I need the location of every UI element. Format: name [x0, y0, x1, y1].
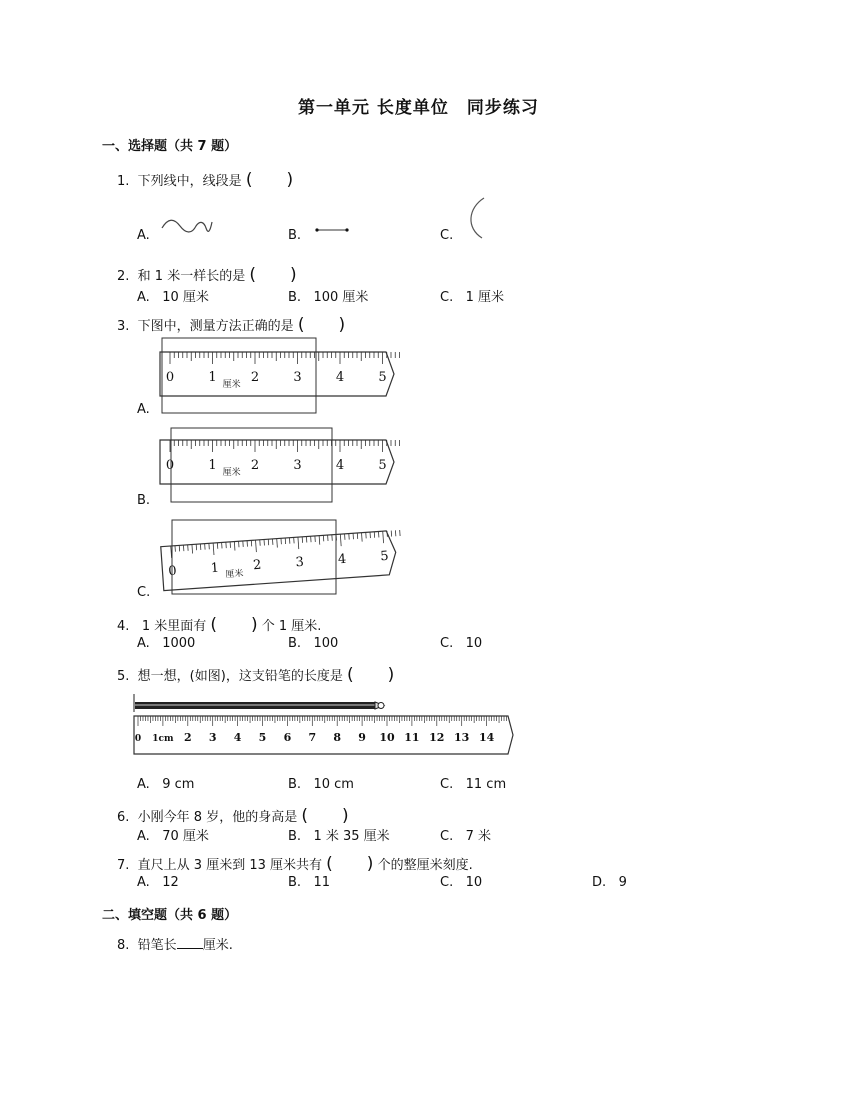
ruler-tick-label: 4 — [335, 370, 345, 385]
page-title: 第一单元 长度单位 同步练习 — [298, 98, 539, 118]
ruler — [160, 440, 400, 484]
q1-option-c[interactable]: C. — [440, 228, 454, 243]
q1-arc-figure — [464, 196, 488, 242]
question-8 — [117, 934, 233, 953]
q6-option-b[interactable] — [288, 825, 390, 844]
ruler-tick-label: 7 — [308, 731, 317, 744]
q5-pencil-ruler-figure — [130, 690, 520, 760]
option-label: B. — [288, 777, 302, 792]
question-5 — [117, 660, 394, 685]
ruler-tick-label: 3 — [208, 731, 217, 744]
ruler-tick-label: 1 — [208, 458, 217, 473]
question-number: 3. — [117, 319, 130, 334]
option-label: A. — [137, 636, 150, 651]
option-label: C. — [440, 290, 454, 305]
answer-parens[interactable]: ( ) — [326, 854, 374, 874]
question-number: 1. — [117, 174, 130, 189]
ruler-body — [160, 440, 394, 484]
answer-blank[interactable] — [177, 936, 203, 949]
question-number: 2. — [117, 269, 130, 284]
ruler-tick-label: 3 — [293, 458, 302, 473]
ruler-tick-label: 0 — [167, 563, 178, 580]
q1-option-a[interactable]: A. — [137, 228, 150, 243]
ruler-tick-label: 5 — [379, 548, 390, 565]
answer-parens[interactable]: ( ) — [249, 265, 297, 285]
option-label: B. — [288, 636, 302, 651]
question-text: 直尺上从 3 厘米到 13 厘米共有 — [137, 858, 323, 873]
q1-line-segment-figure — [312, 224, 352, 236]
q5-option-a[interactable] — [137, 777, 194, 792]
option-value: 1 厘米 — [465, 290, 505, 305]
question-text: 铅笔长 — [137, 938, 177, 953]
ruler-tick-label: 5 — [378, 458, 387, 473]
question-text: 小刚今年 8 岁，他的身高是 — [137, 810, 298, 825]
ruler-tick-label: 14 — [478, 731, 495, 744]
option-value: 11 — [313, 875, 331, 890]
question-1 — [117, 165, 293, 190]
option-value: 11 cm — [465, 777, 507, 792]
ruler-tick-label: 0 — [165, 458, 175, 473]
ruler-tick-label: 3 — [293, 370, 302, 385]
pencil-figure — [134, 694, 384, 712]
section-heading-fill: 二、填空题（共 6 题） — [102, 908, 238, 923]
q4-option-c[interactable] — [440, 636, 482, 651]
ruler-tick-label: 1 — [208, 370, 217, 385]
q3-figure-c — [158, 514, 418, 602]
q1-wavy-line-figure — [160, 218, 216, 240]
ruler-tick-label: 12 — [429, 731, 445, 744]
question-4 — [117, 610, 321, 635]
question-6 — [117, 801, 349, 826]
ruler-unit-label: 厘米 — [222, 380, 241, 390]
ruler-tick-label: 11 — [404, 731, 420, 744]
question-number: 6. — [117, 810, 130, 825]
question-2 — [117, 260, 297, 285]
ruler-tick-label: 1 — [210, 560, 220, 577]
ruler-unit-label: 厘米 — [222, 468, 241, 478]
question-3 — [117, 310, 345, 335]
ruler-tick-label: 0 — [134, 734, 142, 744]
question-text: 和 1 米一样长的是 — [137, 269, 246, 284]
ruler-tick-label: 13 — [454, 731, 470, 744]
ruler-tick-label: 2 — [252, 557, 262, 574]
q2-option-b[interactable] — [288, 286, 368, 305]
section-heading-choice: 一、选择题（共 7 题） — [102, 139, 238, 154]
option-value: 70 厘米 — [162, 829, 209, 844]
ruler-tick-label: 0 — [165, 370, 175, 385]
ruler-tick-label: 9 — [358, 731, 366, 744]
question-text: 想一想，(如图)，这支铅笔的长度是 — [137, 669, 343, 684]
option-value: 10 cm — [313, 777, 354, 792]
option-value: 9 cm — [162, 777, 195, 792]
question-text-after: 个的整厘米刻度. — [377, 858, 473, 873]
q6-option-a[interactable] — [137, 825, 209, 844]
q3-figure-b — [158, 424, 414, 508]
ruler-tick-label: 2 — [183, 731, 192, 744]
q3-figure-a — [158, 336, 414, 418]
ruler-tick-label: 4 — [337, 551, 347, 568]
answer-parens[interactable]: ( ) — [297, 315, 346, 335]
answer-parens[interactable]: ( ) — [301, 806, 349, 826]
ruler-tick-label: 5 — [378, 370, 387, 385]
option-value: 100 厘米 — [313, 290, 369, 305]
option-value: 10 厘米 — [162, 290, 209, 305]
question-text: 下图中，测量方法正确的是 — [137, 319, 294, 334]
option-label: A. — [137, 829, 150, 844]
option-label: B. — [288, 829, 302, 844]
answer-parens[interactable]: ( ) — [210, 615, 258, 635]
option-value: 1 米 35 厘米 — [313, 829, 390, 844]
question-text-after: 厘米. — [202, 938, 233, 953]
option-value: 10 — [465, 636, 483, 651]
ruler — [161, 530, 403, 591]
option-label: C. — [440, 875, 454, 890]
ruler-tick-label: 2 — [250, 370, 260, 385]
option-value: 9 — [618, 875, 627, 890]
option-label: B. — [288, 875, 302, 890]
option-label: B. — [288, 290, 302, 305]
ruler-body — [160, 352, 394, 396]
option-label: C. — [440, 829, 454, 844]
question-text: 1 米里面有 — [141, 619, 207, 634]
q7-option-b[interactable] — [288, 875, 330, 890]
answer-parens[interactable]: ( ) — [245, 170, 294, 190]
option-label: D. — [592, 875, 607, 890]
q3-option-c[interactable]: C. — [137, 585, 151, 600]
ruler-tick-label: 8 — [333, 731, 342, 744]
long-ruler — [134, 716, 513, 754]
q1-option-b[interactable]: B. — [288, 228, 302, 243]
option-label: A. — [137, 777, 150, 792]
question-7 — [117, 849, 473, 874]
q4-option-a[interactable] — [137, 636, 195, 651]
q6-option-c[interactable] — [440, 825, 491, 844]
question-number: 8. — [117, 938, 130, 953]
q2-option-a[interactable] — [137, 286, 209, 305]
ruler-tick-label: 10 — [379, 731, 395, 744]
option-label: C. — [440, 777, 454, 792]
ruler-tick-label: 5 — [258, 731, 267, 744]
option-value: 7 米 — [465, 829, 492, 844]
question-number: 4. — [117, 619, 130, 634]
option-label: C. — [440, 636, 454, 651]
ruler-tick-label: 6 — [283, 731, 292, 744]
option-value: 1000 — [162, 636, 196, 651]
option-value: 12 — [162, 875, 179, 890]
q3-option-a[interactable]: A. — [137, 402, 150, 417]
ruler-tick-label: 4 — [233, 731, 242, 744]
option-label: A. — [137, 875, 150, 890]
q7-option-d[interactable] — [592, 875, 627, 890]
q5-option-b[interactable] — [288, 777, 354, 792]
ruler-tick-label: 3 — [295, 554, 305, 571]
option-value: 100 — [313, 636, 339, 651]
q3-option-b[interactable]: B. — [137, 493, 151, 508]
ruler-tick-label: 1cm — [152, 734, 174, 744]
q4-option-b[interactable] — [288, 636, 338, 651]
question-number: 5. — [117, 669, 130, 684]
ruler-tick-label: 4 — [335, 458, 345, 473]
option-value: 10 — [465, 875, 483, 890]
q7-option-c[interactable] — [440, 875, 482, 890]
answer-parens[interactable]: ( ) — [346, 665, 395, 685]
q2-option-c[interactable] — [440, 286, 504, 305]
q7-option-a[interactable] — [137, 875, 179, 890]
question-text: 下列线中，线段是 — [137, 174, 242, 189]
ruler — [160, 352, 400, 396]
ruler-tick-label: 2 — [250, 458, 260, 473]
option-label: A. — [137, 290, 150, 305]
question-number: 7. — [117, 858, 130, 873]
question-text-after: 个 1 厘米. — [261, 619, 322, 634]
q5-option-c[interactable] — [440, 777, 506, 792]
ruler-unit-label: 厘米 — [225, 569, 244, 581]
